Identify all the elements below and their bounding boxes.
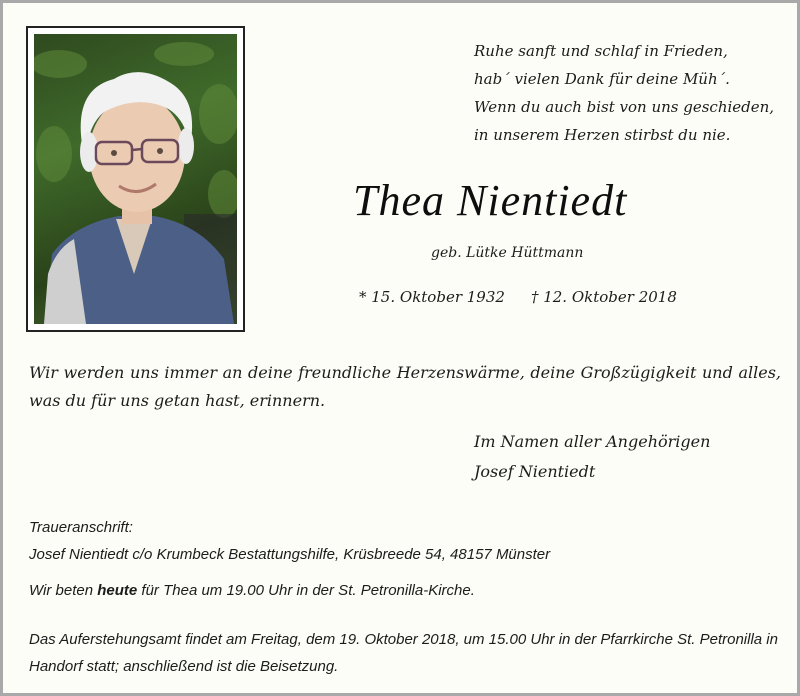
portrait-frame (26, 26, 245, 332)
birth-date: * 15. Oktober 1932 (359, 288, 505, 306)
deceased-name: Thea Nientiedt (353, 176, 628, 225)
condolence-address (29, 514, 550, 568)
address-value: Josef Nientiedt c/o Krumbeck Bestattungshilfe, Krüsbreede 54, 48157 Münster (29, 546, 551, 563)
prayer-prefix: Wir beten (29, 582, 94, 599)
life-dates (359, 288, 677, 306)
prayer-emphasis: heute (97, 582, 138, 599)
signature-name: Josef Nientiedt (474, 462, 596, 481)
signature-block (474, 427, 710, 487)
poem (474, 37, 774, 149)
portrait-photo (34, 34, 237, 324)
funeral-notice: Das Auferstehungsamt findet am Freitag, dem 19. Oktober 2018, um 15.00 Uhr in der Pfarrkirche St. Petronilla in Handorf statt; anschließend ist die Beisetzung. (29, 631, 778, 675)
address-label: Traueranschrift: (29, 519, 133, 536)
poem-line: Wenn du auch bist von uns geschieden, (474, 98, 775, 116)
birth-name: geb. Lütke Hüttmann (431, 245, 584, 261)
poem-line: Ruhe sanft und schlaf in Frieden, (474, 42, 728, 60)
signature-line: Im Namen aller Angehörigen (474, 432, 711, 451)
portrait-illustration (34, 34, 237, 324)
prayer-suffix: für Thea um 19.00 Uhr in der St. Petronilla-Kirche. (141, 582, 475, 599)
poem-line: hab´ vielen Dank für deine Müh´. (474, 70, 730, 88)
prayer-notice (29, 582, 475, 599)
death-date: † 12. Oktober 2018 (530, 288, 677, 306)
tribute-text: Wir werden uns immer an deine freundliche Herzenswärme, deine Großzügigkeit und alles, was du für uns getan hast, erinnern. (29, 363, 781, 410)
poem-line: in unserem Herzen stirbst du nie. (474, 126, 731, 144)
